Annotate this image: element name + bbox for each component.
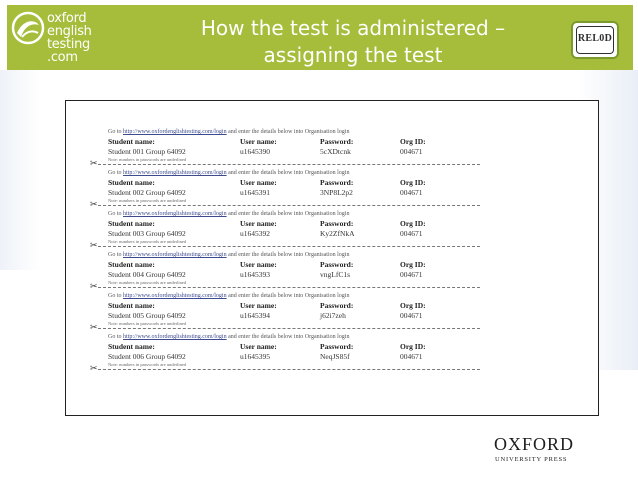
student-name-value: Student 002 Group 64092 xyxy=(108,188,186,197)
login-url-link[interactable]: http://www.oxfordenglishtesting.com/login xyxy=(123,129,227,135)
instructions-prefix: Go to xyxy=(108,293,123,299)
reload-badge-text: REL0D xyxy=(577,33,613,44)
instructions-prefix: Go to xyxy=(108,170,123,176)
student-name-header: Student name: xyxy=(108,178,155,187)
student-name-header: Student name: xyxy=(108,342,155,351)
password-value: NeqJS85f xyxy=(320,352,350,361)
password-value: j62i7zeh xyxy=(320,311,346,320)
login-instructions xyxy=(108,293,349,299)
user-name-value: u1645392 xyxy=(240,229,270,238)
student-name-value: Student 003 Group 64092 xyxy=(108,229,186,238)
student-name-header: Student name: xyxy=(108,301,155,310)
password-header: Password: xyxy=(320,219,354,228)
instructions-suffix: and enter the details below into Organisation login xyxy=(226,252,350,258)
student-name-value: Student 005 Group 64092 xyxy=(108,311,186,320)
oup-wordmark: OXFORD xyxy=(494,434,575,454)
instructions-prefix: Go to xyxy=(108,252,123,258)
logo-line-english: english xyxy=(47,24,92,39)
login-instructions xyxy=(108,170,349,176)
org-id-value: 004671 xyxy=(400,147,423,156)
instructions-suffix: and enter the details below into Organisation login xyxy=(226,334,350,340)
password-note: Note: numbers in passwords are underlined xyxy=(108,198,187,203)
org-id-header: Org ID: xyxy=(400,219,426,228)
student-name-header: Student name: xyxy=(108,219,155,228)
login-card xyxy=(90,252,560,293)
user-name-header: User name: xyxy=(240,219,277,228)
password-value: 5cXDtcnk xyxy=(320,147,351,156)
logo-line-testing: testing xyxy=(47,37,90,52)
password-value: Ky2ZfNkA xyxy=(320,229,355,238)
instructions-suffix: and enter the details below into Organisation login xyxy=(226,211,350,217)
scissors-icon: ✂ xyxy=(90,322,98,332)
student-name-header: Student name: xyxy=(108,260,155,269)
student-name-header: Student name: xyxy=(108,137,155,146)
student-name-value: Student 004 Group 64092 xyxy=(108,270,186,279)
student-name-value: Student 006 Group 64092 xyxy=(108,352,186,361)
slide-title-line-2: assigning the test xyxy=(263,43,443,67)
logo-line-oxford: oxford xyxy=(47,11,87,26)
password-header: Password: xyxy=(320,137,354,146)
login-url-link[interactable]: http://www.oxfordenglishtesting.com/login xyxy=(123,252,227,258)
instructions-suffix: and enter the details below into Organisation login xyxy=(226,129,350,135)
reload-badge xyxy=(571,21,619,59)
user-name-value: u1645393 xyxy=(240,270,270,279)
document-frame xyxy=(65,100,599,416)
cut-line xyxy=(98,287,480,288)
password-note: Note: numbers in passwords are underlined xyxy=(108,157,187,162)
login-card xyxy=(90,293,560,334)
user-name-header: User name: xyxy=(240,301,277,310)
student-name-value: Student 001 Group 64092 xyxy=(108,147,186,156)
login-url-link[interactable]: http://www.oxfordenglishtesting.com/login xyxy=(123,170,227,176)
org-id-value: 004671 xyxy=(400,352,423,361)
background-gradient-left xyxy=(0,70,40,270)
password-header: Password: xyxy=(320,301,354,310)
login-card xyxy=(90,211,560,252)
scissors-icon: ✂ xyxy=(90,363,98,373)
password-note: Note: numbers in passwords are underlined xyxy=(108,362,187,367)
login-instructions xyxy=(108,252,349,258)
user-name-value: u1645394 xyxy=(240,311,270,320)
user-name-header: User name: xyxy=(240,178,277,187)
logo-line-dotcom: .com xyxy=(47,50,78,65)
password-value: 3NP8L2p2 xyxy=(320,188,353,197)
cut-line xyxy=(98,205,480,206)
instructions-suffix: and enter the details below into Organisation login xyxy=(226,170,350,176)
header-bar xyxy=(7,5,633,70)
password-header: Password: xyxy=(320,178,354,187)
org-id-header: Org ID: xyxy=(400,260,426,269)
org-id-header: Org ID: xyxy=(400,301,426,310)
cut-line xyxy=(98,246,480,247)
swirl-logo-icon xyxy=(11,11,45,45)
org-id-header: Org ID: xyxy=(400,137,426,146)
password-value: vngLfC1s xyxy=(320,270,350,279)
org-id-header: Org ID: xyxy=(400,342,426,351)
slide-title xyxy=(167,15,539,69)
instructions-suffix: and enter the details below into Organisation login xyxy=(226,293,350,299)
instructions-prefix: Go to xyxy=(108,334,123,340)
user-name-value: u1645390 xyxy=(240,147,270,156)
login-card xyxy=(90,170,560,211)
login-cards-document xyxy=(90,129,560,389)
user-name-value: u1645395 xyxy=(240,352,270,361)
password-note: Note: numbers in passwords are underlined xyxy=(108,239,187,244)
password-note: Note: numbers in passwords are underlined xyxy=(108,321,187,326)
login-instructions xyxy=(108,334,349,340)
login-instructions xyxy=(108,211,349,217)
logo-text xyxy=(47,12,92,64)
scissors-icon: ✂ xyxy=(90,240,98,250)
cut-line xyxy=(98,164,480,165)
org-id-value: 004671 xyxy=(400,188,423,197)
slide-title-line-1: How the test is administered – xyxy=(200,16,506,40)
user-name-header: User name: xyxy=(240,137,277,146)
cut-line xyxy=(98,328,480,329)
oxford-english-testing-logo xyxy=(11,9,111,67)
user-name-value: u1645391 xyxy=(240,188,270,197)
user-name-header: User name: xyxy=(240,260,277,269)
oxford-university-press-logo xyxy=(494,434,586,470)
oup-subtitle: UNIVERSITY PRESS xyxy=(495,456,568,463)
password-header: Password: xyxy=(320,260,354,269)
org-id-header: Org ID: xyxy=(400,178,426,187)
cut-line xyxy=(98,369,480,370)
login-url-link[interactable]: http://www.oxfordenglishtesting.com/login xyxy=(123,211,227,217)
login-card xyxy=(90,334,560,375)
org-id-value: 004671 xyxy=(400,311,423,320)
user-name-header: User name: xyxy=(240,342,277,351)
login-card xyxy=(90,129,560,170)
org-id-value: 004671 xyxy=(400,270,423,279)
password-header: Password: xyxy=(320,342,354,351)
login-instructions xyxy=(108,129,349,135)
instructions-prefix: Go to xyxy=(108,211,123,217)
scissors-icon: ✂ xyxy=(90,199,98,209)
org-id-value: 004671 xyxy=(400,229,423,238)
password-note: Note: numbers in passwords are underlined xyxy=(108,280,187,285)
instructions-prefix: Go to xyxy=(108,129,123,135)
scissors-icon: ✂ xyxy=(90,281,98,291)
login-url-link[interactable]: http://www.oxfordenglishtesting.com/login xyxy=(123,293,227,299)
login-url-link[interactable]: http://www.oxfordenglishtesting.com/login xyxy=(123,334,227,340)
scissors-icon: ✂ xyxy=(90,158,98,168)
